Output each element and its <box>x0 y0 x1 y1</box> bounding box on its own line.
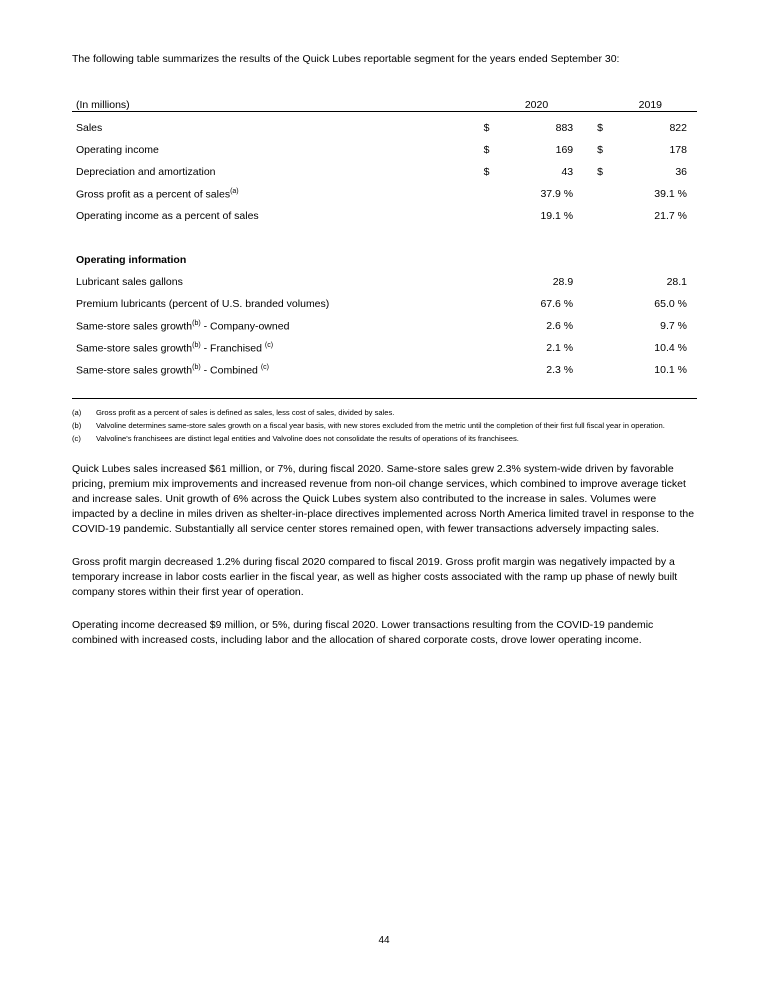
spacer-cell <box>500 244 583 266</box>
table-section-title-row <box>72 244 697 266</box>
row-value-2020: 19.1 % <box>540 210 574 222</box>
row-currency-2020 <box>484 354 500 376</box>
body-paragraph-1: Quick Lubes sales increased $61 million, or 7%, during fiscal 2020. Same-store sales grew 2.3% system-wide driven by favorable pricing, premium mix improvements and increased revenue from non-oil change services, which combined to improve average ticket and increase sales. Unit growth of 6% across the Quick Lubes system also contributed to the increase in sales. Volumes were impacted by a decline in miles driven as shelter-in-place directives implemented across North America limited travel in response to the COVID-19 pandemic. Substantially all service center stores remained open, with fewer transactions adversely impacting sales. <box>72 463 695 535</box>
table-spacer-row <box>72 222 697 244</box>
table-row <box>72 112 697 135</box>
footnote-item <box>72 407 697 418</box>
row-currency-2020 <box>484 332 500 354</box>
row-currency-2020: $ <box>483 144 490 156</box>
row-value-2020: 67.6 % <box>540 298 574 310</box>
rule-cell <box>583 376 613 399</box>
footnote-marker: (c) <box>72 434 81 443</box>
row-currency-2020 <box>484 200 500 222</box>
header-year-2020: 2020 <box>500 89 583 112</box>
table-row <box>72 332 697 354</box>
row-value-2019: 9.7 % <box>660 320 687 332</box>
header-spacer-2 <box>583 89 613 112</box>
row-value-2019: 36 <box>675 166 687 178</box>
row-currency-2019: $ <box>597 166 603 178</box>
spacer-cell <box>614 222 697 244</box>
footnotes-block <box>72 407 697 444</box>
footnote-item <box>72 420 697 431</box>
table-bottom-rule <box>72 376 697 399</box>
row-label-cell <box>72 354 484 376</box>
row-value-2019: 65.0 % <box>654 298 687 310</box>
row-value-2020: 37.9 % <box>540 188 574 200</box>
row-label: Lubricant sales gallons <box>76 276 183 288</box>
row-label: Depreciation and amortization <box>76 166 216 178</box>
row-label: Same-store sales growth <box>76 342 193 354</box>
table-row <box>72 266 697 288</box>
row-label-suffix: - Company-owned <box>200 320 290 332</box>
header-units-label: (In millions) <box>72 89 484 112</box>
row-currency-2020 <box>484 310 500 332</box>
row-label-suffix: - Franchised <box>200 342 265 354</box>
row-label-footnote-ref-2: (c) <box>264 341 274 349</box>
row-label: Same-store sales growth <box>76 364 193 376</box>
table-row <box>72 156 697 178</box>
header-year-2019: 2019 <box>614 89 697 112</box>
table-row <box>72 200 697 222</box>
row-value-2019: 822 <box>669 122 687 134</box>
spacer-cell <box>500 222 583 244</box>
section-title-operating-information: Operating information <box>76 254 187 266</box>
row-value-2019: 10.4 % <box>654 342 687 354</box>
row-currency-2020: $ <box>483 122 490 134</box>
row-value-2020: 169 <box>555 144 574 156</box>
footnote-text: Valvoline determines same-store sales growth on a fiscal year basis, with new stores excluded from the metric until the completion of their first full fiscal year in operation. <box>96 421 665 430</box>
row-value-2020: 43 <box>561 166 574 178</box>
quick-lubes-results-table <box>72 89 697 399</box>
row-label-cell <box>72 178 484 200</box>
row-value-2020: 2.6 % <box>546 320 574 332</box>
row-currency-2019 <box>583 200 613 222</box>
rule-cell <box>484 376 500 399</box>
rule-cell <box>72 376 484 399</box>
row-value-2020: 883 <box>555 122 574 134</box>
row-label: Premium lubricants (percent of U.S. branded volumes) <box>76 298 330 310</box>
rule-cell <box>614 376 697 399</box>
spacer-cell <box>484 222 500 244</box>
row-currency-2019 <box>583 266 613 288</box>
spacer-cell <box>614 244 697 266</box>
footnote-item <box>72 433 697 444</box>
row-value-2020: 2.3 % <box>546 364 574 376</box>
row-label: Sales <box>76 122 103 134</box>
row-label: Same-store sales growth <box>76 320 193 332</box>
row-currency-2020 <box>484 266 500 288</box>
row-label: Gross profit as a percent of sales <box>76 188 231 200</box>
row-value-2019: 178 <box>669 144 687 156</box>
row-value-2019: 28.1 <box>666 276 687 288</box>
spacer-cell <box>72 222 484 244</box>
rule-cell <box>500 376 583 399</box>
row-label-footnote-ref: (a) <box>230 187 239 195</box>
table-row <box>72 288 697 310</box>
row-currency-2019 <box>583 288 613 310</box>
row-label-footnote-ref: (b) <box>192 319 201 327</box>
row-value-2019: 39.1 % <box>654 188 687 200</box>
row-currency-2019 <box>583 310 613 332</box>
row-label: Operating income <box>76 144 159 156</box>
row-label-footnote-ref: (b) <box>192 341 201 349</box>
row-currency-2020 <box>484 178 500 200</box>
table-row <box>72 134 697 156</box>
footnote-text: Valvoline's franchisees are distinct legal entities and Valvoline does not consolidate the results of operations of its franchisees. <box>96 434 519 443</box>
row-label-cell <box>72 332 484 354</box>
row-currency-2019: $ <box>597 122 603 134</box>
row-label-cell <box>72 310 484 332</box>
row-label-footnote-ref-2: (c) <box>260 363 269 371</box>
table-row <box>72 354 697 376</box>
row-value-2020: 28.9 <box>552 276 574 288</box>
table-row <box>72 178 697 200</box>
row-currency-2019 <box>583 178 613 200</box>
spacer-cell <box>583 222 613 244</box>
intro-paragraph: The following table summarizes the results of the Quick Lubes reportable segment for the years ended September 30: <box>72 53 620 65</box>
row-currency-2019 <box>583 332 613 354</box>
row-label-footnote-ref: (b) <box>192 363 201 371</box>
row-value-2019: 21.7 % <box>654 210 687 222</box>
row-label: Operating income as a percent of sales <box>76 210 259 222</box>
footnote-text: Gross profit as a percent of sales is defined as sales, less cost of sales, divided by sales. <box>96 408 395 417</box>
page-number: 44 <box>378 935 390 946</box>
table-row <box>72 310 697 332</box>
footnote-marker: (b) <box>72 421 82 430</box>
row-currency-2019 <box>583 354 613 376</box>
row-value-2020: 2.1 % <box>546 342 574 354</box>
footnote-marker: (a) <box>72 408 82 417</box>
table-header-row <box>72 89 697 112</box>
header-spacer-1 <box>484 89 500 112</box>
row-value-2019: 10.1 % <box>654 364 687 376</box>
row-label-suffix: - Combined <box>200 364 261 376</box>
row-currency-2020: $ <box>483 166 490 178</box>
row-currency-2020 <box>484 288 500 310</box>
body-paragraph-2: Gross profit margin decreased 1.2% during fiscal 2020 compared to fiscal 2019. Gross profit margin was negatively impacted by a temporary increase in labor costs earlier in the fiscal year, as well as higher costs associated with the ramp up phase of newly built company stores within their first year of operation. <box>72 556 678 598</box>
body-paragraph-3: Operating income decreased $9 million, or 5%, during fiscal 2020. Lower transactions resulting from the COVID-19 pandemic combined with increased costs, including labor and the allocation of shared corporate costs, drove lower operating income. <box>72 619 654 646</box>
spacer-cell <box>484 244 500 266</box>
row-currency-2019: $ <box>597 144 603 156</box>
spacer-cell <box>583 244 613 266</box>
